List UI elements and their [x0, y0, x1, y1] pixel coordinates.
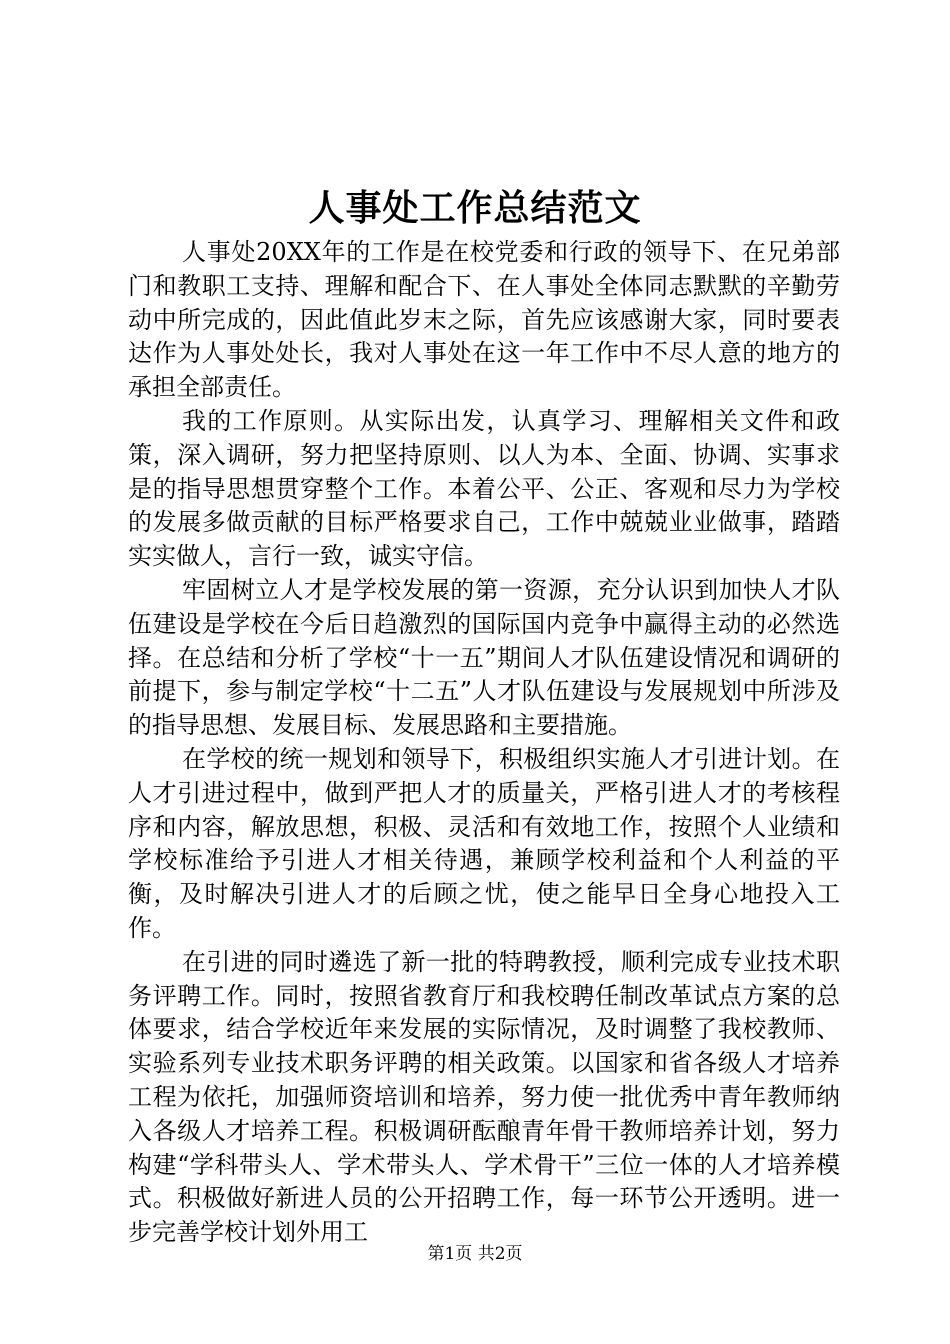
paragraph-3: 牢固树立人才是学校发展的第一资源，充分认识到加快人才队伍建设是学校在今后日趋激烈的国际国内竞争中赢得主动的必然选择。在总结和分析了学校“十一五”期间人才队伍建设情况和调研的前提下，参与制定学校“十二五”人才队伍建设与发展规划中所涉及的指导思想、发展目标、发展思路和主要措施。: [128, 575, 840, 740]
paragraph-5: 在引进的同时遴选了新一批的特聘教授，顺利完成专业技术职务评聘工作。同时，按照省教育厅和我校聘任制改革试点方案的总体要求，结合学校近年来发展的实际情况，及时调整了我校教师、实验系列专业技术职务评聘的相关政策。以国家和省各级人才培养工程为依托，加强师资培训和培养，努力使一批优秀中青年教师纳入各级人才培养工程。积极调研酝酿青年骨干教师培养计划，努力构建“学科带头人、学术带头人、学术骨干”三位一体的人才培养模式。积极做好新进人员的公开招聘工作，每一环节公开透明。进一步完善学校计划外用工: [128, 947, 840, 1247]
paragraph-4: 在学校的统一规划和领导下，积极组织实施人才引进计划。在人才引进过程中，做到严把人才的质量关，严格引进人才的考核程序和内容，解放思想，积极、灵活和有效地工作，按照个人业绩和学校标准给予引进人才相关待遇，兼顾学校利益和个人利益的平衡，及时解决引进人才的后顾之忧，使之能早日全身心地投入工作。: [128, 744, 840, 942]
document-title: 人事处工作总结范文: [308, 187, 642, 229]
paragraph-2: 我的工作原则。从实际出发，认真学习、理解相关文件和政策，深入调研，努力把坚持原则、以人为本、全面、协调、实事求是的指导思想贯穿整个工作。本着公平、公正、客观和尽力为学校的发展多做贡献的目标严格要求自己，工作中兢兢业业做事，踏踏实实做人，言行一致，诚实守信。: [128, 406, 840, 571]
document-body: [128, 236, 840, 1250]
paragraph-1: 人事处20XX年的工作是在校党委和行政的领导下、在兄弟部门和教职工支持、理解和配合下、在人事处全体同志默默的辛勤劳动中所完成的，因此值此岁末之际，首先应该感谢大家，同时要表达作为人事处处长，我对人事处在这一年工作中不尽人意的地方的承担全部责任。: [128, 238, 840, 402]
page-footer: 第1页 共2页: [427, 1244, 523, 1264]
